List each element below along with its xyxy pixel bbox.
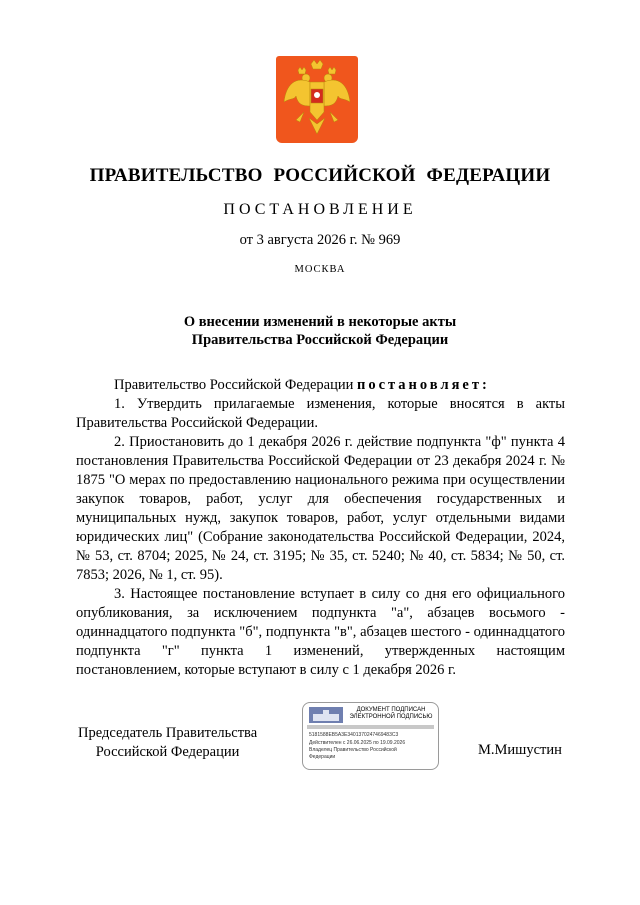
signatory-position-line-2: Российской Федерации: [95, 744, 240, 760]
document-date-number: от 3 августа 2026 г. № 969: [239, 232, 401, 248]
subject-line-1: О внесении изменений в некоторые акты: [183, 314, 457, 330]
stamp-owner-line-2: Федерации: [309, 754, 336, 760]
intro-paragraph: [76, 376, 565, 395]
decree-word: постановляет:: [356, 377, 490, 393]
document-kind: ПОСТАНОВЛЕНИЕ: [223, 201, 417, 218]
stamp-owner: Владелец Правительство Российской: [309, 747, 397, 753]
signatory-position-line-1: Председатель Правительства: [78, 725, 258, 741]
stamp-validity: Действителен с 26.06.2025 по 19.09.2026: [309, 740, 406, 746]
paragraph-1: 1. Утвердить прилагаемые изменения, которые вносятся в акты Правительства Российской Федерации.: [76, 396, 565, 431]
coat-of-arms-emblem: [276, 56, 358, 143]
government-building-icon: [309, 707, 343, 723]
document-city: МОСКВА: [294, 264, 346, 275]
government-title: ПРАВИТЕЛЬСТВО РОССИЙСКОЙ ФЕДЕРАЦИИ: [89, 165, 551, 186]
stamp-title: [349, 707, 433, 721]
stamp-divider: [307, 725, 434, 729]
paragraph-3: 3. Настоящее постановление вступает в силу со дня его официального опубликования, за исключением подпункта "а", абзацев восьмого - одиннадцатого подпункта "б", подпункта "в", абзацев шестого - одиннадцатого подпункта "г" пункта 1 изменений, утвержденных настоящим постановлением, которые вступают в силу с 1 декабря 2026 г.: [76, 586, 565, 678]
document-body: [76, 376, 565, 680]
stamp-title-line-2: ЭЛЕКТРОННОЙ ПОДПИСЬЮ: [349, 714, 433, 720]
stamp-serial: 5181588EB5A3E3401370247469483C3: [309, 732, 399, 738]
electronic-signature-stamp: [302, 702, 439, 770]
signatory-position: [78, 724, 257, 762]
signatory-name: М.Мишустин: [478, 742, 562, 758]
document-subject: [0, 313, 640, 349]
intro-prefix: Правительство Российской Федерации: [114, 377, 357, 393]
subject-line-2: Правительства Российской Федерации: [191, 332, 449, 348]
paragraph-2: 2. Приостановить до 1 декабря 2026 г. действие подпункта "ф" пункта 4 постановления Правительства Российской Федерации от 23 декабря 2024 г. № 1875 "О мерах по предоставлению национального режима при осуществлении закупок товаров, работ, услуг для обеспечения государственных и муниципальных нужд, закупок товаров, работ, услуг отдельными видами юридических лиц" (Собрание законодательства Российской Федерации, 2024, № 53, ст. 8704; 2025, № 24, ст. 3195; № 35, ст. 5240; № 40, ст. 5834; № 50, ст. 7853; 2026, № 1, ст. 95).: [76, 434, 565, 583]
stamp-title-line-1: ДОКУМЕНТ ПОДПИСАН: [356, 707, 426, 713]
